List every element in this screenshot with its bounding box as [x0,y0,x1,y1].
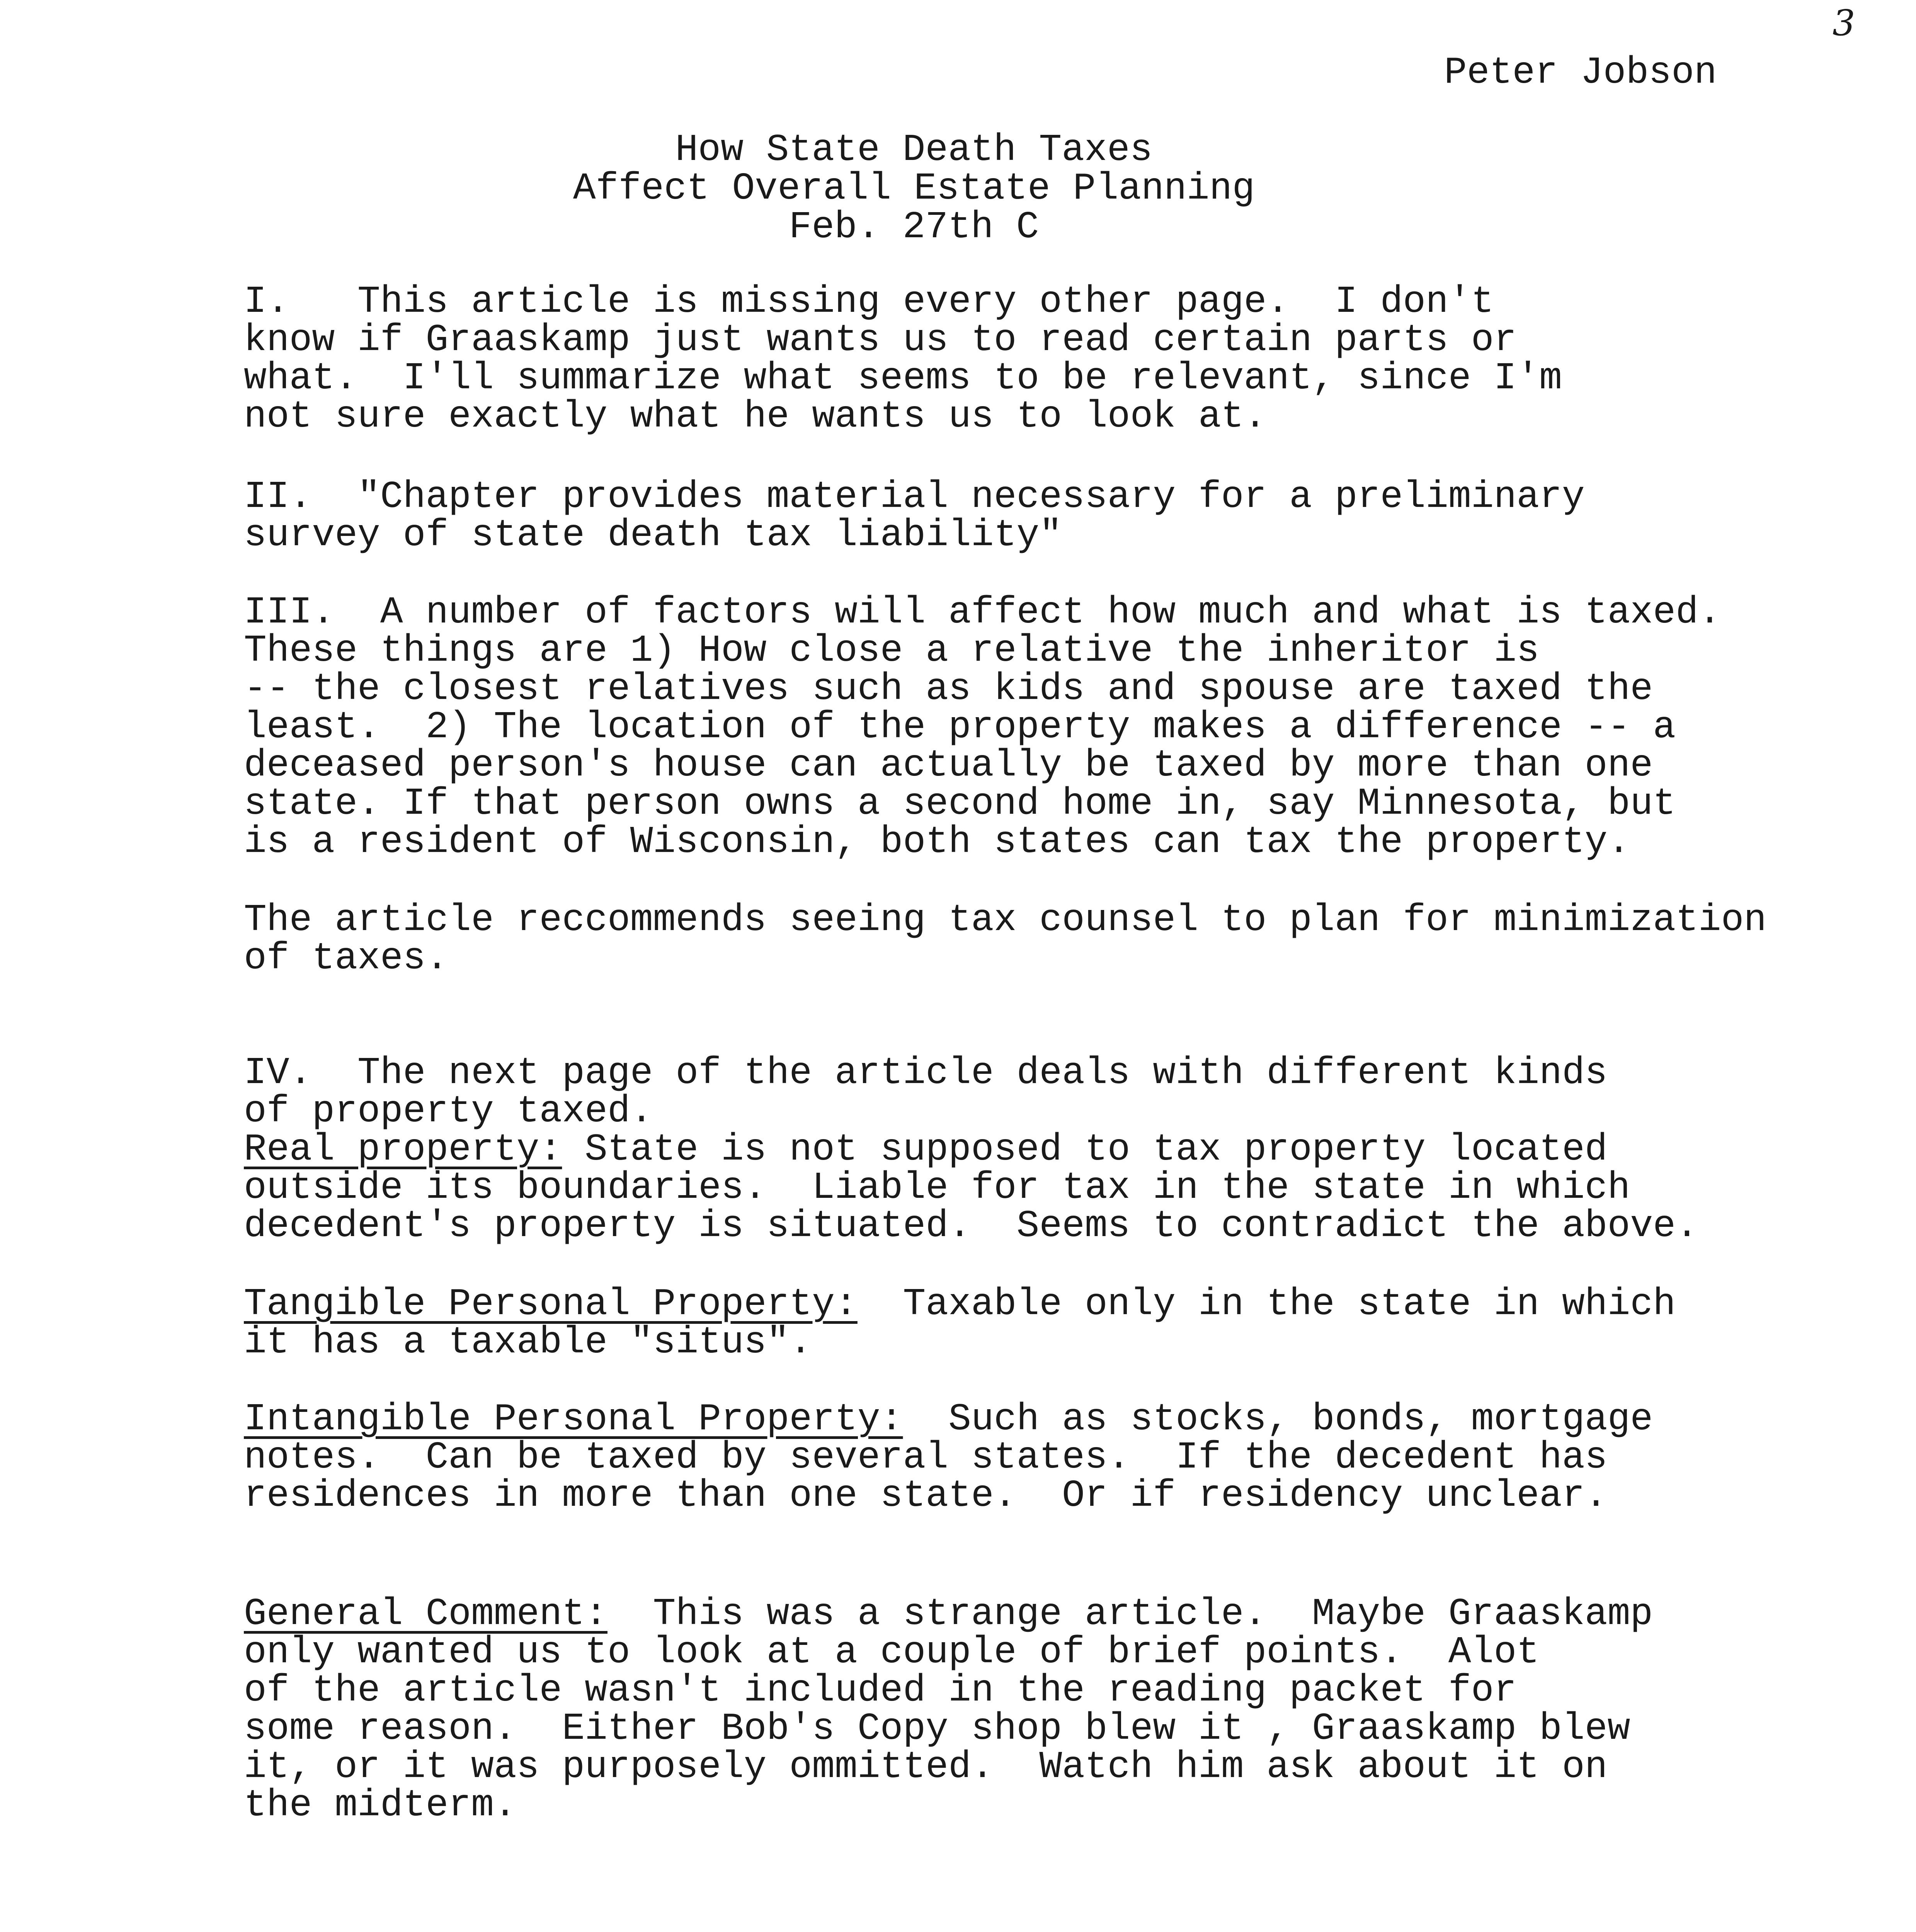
real-property-line [244,1128,1608,1171]
page-number: 3 [1833,2,1855,44]
section-i-line: know if Graaskamp just wants us to read certain parts or [244,319,1517,362]
section-i-line: not sure exactly what he wants us to look at. [244,395,1267,438]
general-comment-heading: General Comment: [244,1593,607,1636]
section-iv-line: IV. The next page of the article deals with different kinds [244,1052,1608,1095]
intangible-property-line [244,1400,1653,1439]
general-comment-line: of the article wasn't included in the reading packet for [244,1669,1517,1712]
general-comment-line: only wanted us to look at a couple of brief points. Alot [244,1631,1540,1674]
intangible-property-heading: Intangible Personal Property: [244,1398,903,1441]
real-property-line: decedent's property is situated. Seems to contradict the above. [244,1205,1698,1248]
section-iii-line: deceased person's house can actually be taxed by more than one [244,744,1653,787]
intangible-property-line: notes. Can be taxed by several states. If the decedent has [244,1436,1608,1479]
general-comment-line: it, or it was purposely ommitted. Watch him ask about it on [244,1746,1608,1789]
title-line: Feb. 27th C [789,206,1039,249]
general-comment-line: the midterm. [244,1784,517,1827]
section-iii-line: least. 2) The location of the property makes a difference -- a [244,706,1676,749]
title-line: How State Death Taxes [675,129,1153,172]
section-iv-line: of property taxed. [244,1090,653,1133]
general-comment-line [244,1593,1653,1636]
section-ii-line: survey of state death tax liability" [244,514,1062,557]
section-iii-line: state. If that person owns a second home in, say Minnesota, but [244,782,1676,825]
real-property-heading: Real property: [244,1128,562,1171]
title-line: Affect Overall Estate Planning [573,167,1255,210]
tangible-property-text: Taxable only in the state in which [857,1283,1676,1326]
section-i-line: I. This article is missing every other page. I don't [244,281,1494,323]
section-iii-line: These things are 1) How close a relative the inheritor is [244,629,1540,672]
section-i-line: what. I'll summarize what seems to be relevant, since I'm [244,357,1562,400]
intangible-property-line: residences in more than one state. Or if residency unclear. [244,1475,1608,1517]
section-iii-line: III. A number of factors will affect how much and what is taxed. [244,591,1721,634]
tangible-property-line: it has a taxable "situs". [244,1321,812,1364]
recommendation-line: The article reccommends seeing tax counsel to plan for minimization [244,899,1767,942]
intangible-property-text: Such as stocks, bonds, mortgage [903,1398,1653,1441]
author-name: Peter Jobson [1444,51,1717,94]
real-property-text: State is not supposed to tax property located [562,1128,1608,1171]
tangible-property-heading: Tangible Personal Property: [244,1283,858,1326]
general-comment-line: some reason. Either Bob's Copy shop blew it , Graaskamp blew [244,1708,1630,1750]
section-iii-line: -- the closest relatives such as kids and spouse are taxed the [244,668,1653,711]
recommendation-line: of taxes. [244,937,449,980]
real-property-line: outside its boundaries. Liable for tax in the state in which [244,1167,1630,1209]
general-comment-text: This was a strange article. Maybe Graaskamp [607,1593,1653,1636]
document-title [0,131,1828,247]
tangible-property-line [244,1283,1676,1326]
section-iii-line: is a resident of Wisconsin, both states can tax the property. [244,821,1630,864]
section-ii-line: II. "Chapter provides material necessary for a preliminary [244,476,1585,519]
